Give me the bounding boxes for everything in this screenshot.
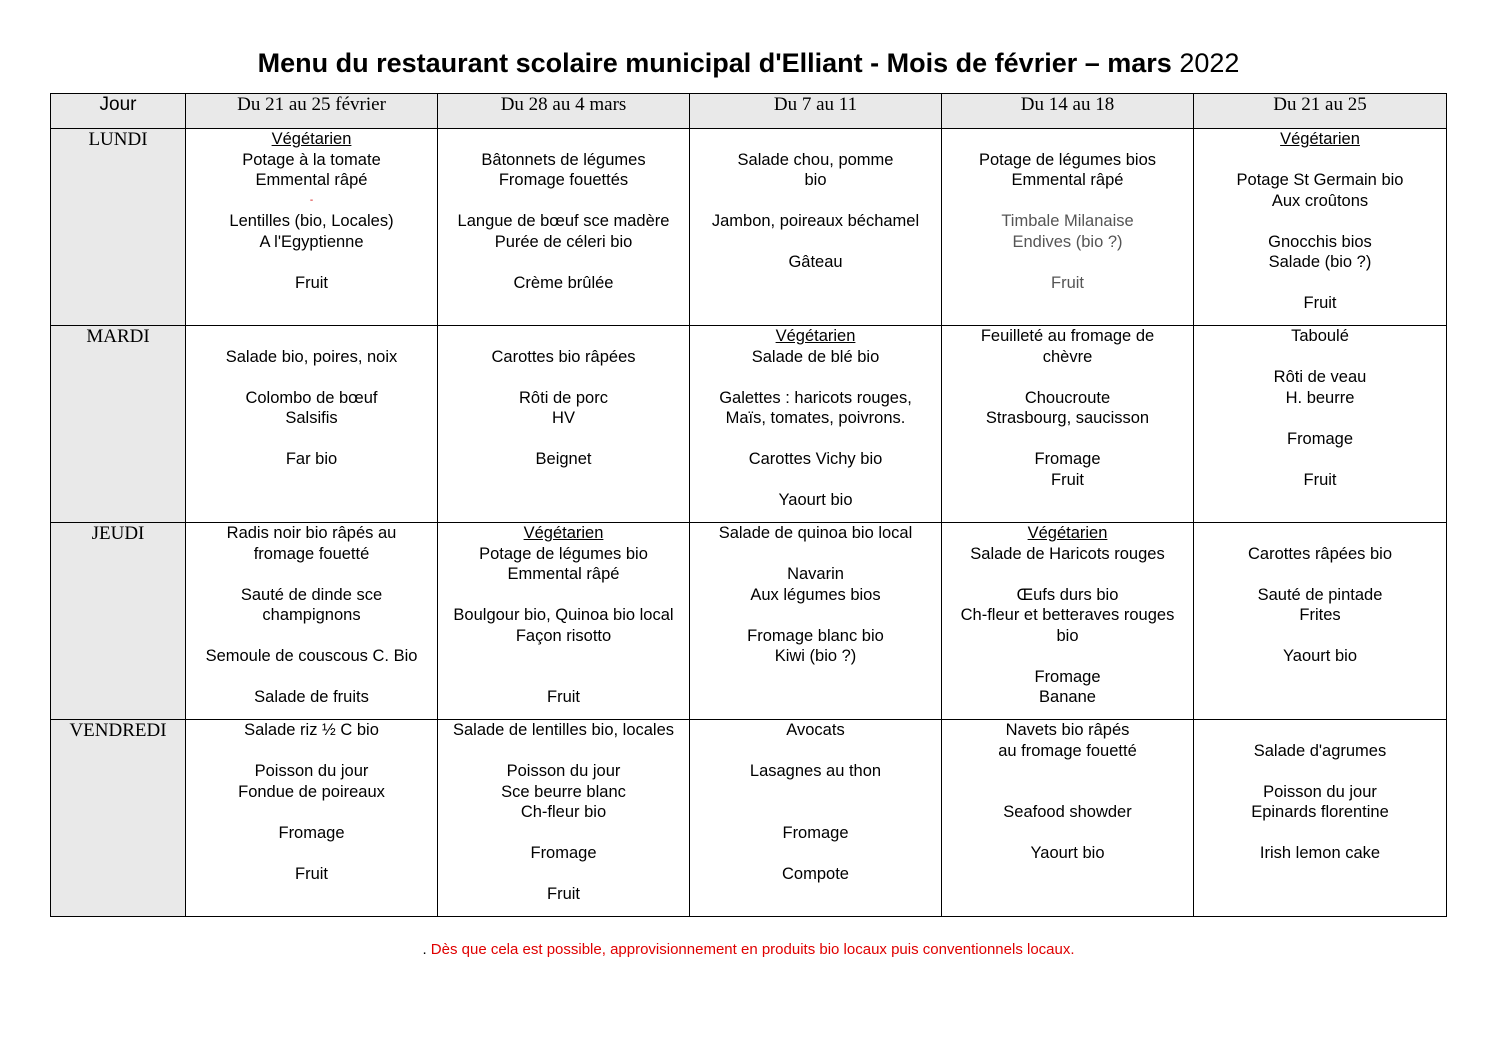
menu-item: [1194, 273, 1446, 294]
menu-cell: [1194, 326, 1447, 523]
menu-item: Aux croûtons: [1271, 191, 1369, 210]
menu-item: [438, 741, 689, 762]
menu-item: Feuilleté au fromage de: [980, 327, 1155, 345]
menu-item: [690, 605, 941, 626]
menu-item: [1194, 823, 1446, 844]
menu-item: Sce beurre blanc: [501, 782, 626, 801]
menu-item: Navarin: [787, 565, 844, 583]
menu-item: Poisson du jour: [254, 762, 369, 780]
footnote-text: Dès que cela est possible, approvisionnement en produits bio locaux puis conventionnels locaux.: [430, 941, 1075, 958]
menu-item: Salade riz ½ C bio: [244, 721, 379, 739]
menu-item: Salade de Haricots rouges: [970, 544, 1165, 563]
menu-item: Gnocchis bios: [1268, 232, 1372, 251]
vegetarian-label: Végétarien: [523, 524, 604, 542]
menu-item: [186, 252, 437, 273]
menu-item: [1194, 523, 1446, 544]
menu-item: bio: [804, 171, 827, 189]
menu-item: [1194, 211, 1446, 232]
menu-item: [690, 129, 941, 150]
title-year: 2022: [1179, 48, 1240, 78]
menu-item: Carottes Vichy bio: [748, 450, 883, 468]
menu-item: Fruit: [1051, 273, 1084, 292]
day-label: LUNDI: [51, 129, 186, 326]
menu-item: [942, 646, 1193, 667]
menu-item: Fondue de poireaux: [238, 782, 385, 801]
menu-item: [438, 129, 689, 150]
vegetarian-label: Végétarien: [1280, 130, 1360, 148]
menu-item: [1194, 347, 1446, 368]
menu-cell: [690, 720, 942, 917]
day-label: MARDI: [51, 326, 186, 523]
menu-item: Jambon, poireaux béchamel: [711, 212, 920, 230]
menu-item: Seafood showder: [1003, 803, 1132, 821]
menu-item: Semoule de couscous C. Bio: [205, 647, 418, 665]
menu-item: [186, 564, 437, 585]
menu-item: Poisson du jour: [506, 762, 621, 780]
header-row: [51, 94, 1447, 129]
title-text: Menu du restaurant scolaire municipal d'Elliant - Mois de février – mars: [257, 48, 1172, 78]
menu-item: Beignet: [535, 450, 592, 468]
menu-item: [438, 585, 689, 606]
menu-item: au fromage fouetté: [998, 741, 1137, 760]
day-row-mardi: [51, 326, 1447, 523]
menu-item: [438, 367, 689, 388]
vegetarian-label: Végétarien: [1027, 524, 1108, 542]
menu-item: Kiwi (bio ?): [774, 647, 857, 665]
menu-item: [942, 429, 1193, 450]
menu-item: [186, 429, 437, 450]
header-jour: Jour: [51, 94, 186, 129]
menu-cell: [1194, 720, 1447, 917]
menu-item: HV: [552, 409, 575, 427]
menu-item: Lasagnes au thon: [749, 762, 882, 780]
menu-cell: [690, 129, 942, 326]
vegetarian-label: Végétarien: [775, 327, 856, 345]
menu-item: [438, 823, 689, 844]
menu-item: Galettes : haricots rouges,: [719, 388, 912, 407]
menu-item: Fromage: [278, 823, 345, 842]
menu-item: Avocats: [786, 721, 845, 739]
menu-cell: [438, 523, 690, 720]
menu-item: [1194, 408, 1446, 429]
menu-item: Salade d'agrumes: [1253, 741, 1387, 760]
menu-item: [438, 646, 689, 667]
menu-cell: [186, 720, 438, 917]
menu-item: Rôti de veau: [1273, 368, 1367, 386]
menu-item: [690, 782, 941, 803]
menu-item: A l'Egyptienne: [259, 232, 364, 251]
menu-item: [1194, 449, 1446, 470]
menu-cell: [186, 129, 438, 326]
menu-item: H. beurre: [1285, 388, 1355, 407]
menu-item: Fruit: [547, 688, 580, 706]
menu-item: Poisson du jour: [1263, 782, 1377, 801]
menu-item: Choucroute: [1024, 388, 1111, 407]
menu-cell: [942, 523, 1194, 720]
menu-item: [942, 191, 1193, 212]
day-label: VENDREDI: [51, 720, 186, 917]
menu-item: Potage St Germain bio: [1236, 171, 1404, 189]
menu-item: [1194, 720, 1446, 741]
menu-item: [690, 741, 941, 762]
menu-item: Colombo de bœuf: [245, 388, 378, 407]
menu-cell: [690, 326, 942, 523]
menu-item: Salade de lentilles bio, locales: [452, 721, 675, 739]
menu-item: [690, 802, 941, 823]
menu-item: [942, 367, 1193, 388]
menu-item: [1194, 761, 1446, 782]
menu-item: Taboulé: [1291, 327, 1349, 345]
menu-cell: [690, 523, 942, 720]
menu-item: Irish lemon cake: [1259, 844, 1381, 862]
menu-item: Crème brûlée: [513, 273, 614, 292]
menu-item: champignons: [262, 606, 361, 624]
menu-item: Carottes bio râpées: [491, 347, 636, 366]
menu-item: Potage à la tomate: [242, 150, 381, 169]
menu-item: Far bio: [285, 450, 338, 468]
menu-item: Œufs durs bio: [1016, 585, 1119, 604]
menu-item: Potage de légumes bios: [978, 150, 1157, 169]
menu-item: [186, 667, 437, 688]
menu-item: Fruit: [1303, 294, 1337, 312]
menu-item: [186, 367, 437, 388]
menu-item: [690, 544, 941, 565]
footnote: [0, 941, 1497, 958]
menu-item: [942, 252, 1193, 273]
menu-item: [1194, 626, 1446, 647]
menu-item: [438, 191, 689, 212]
header-week-5: Du 21 au 25: [1194, 94, 1447, 129]
menu-item: [186, 741, 437, 762]
menu-item: [438, 864, 689, 885]
vegetarian-label: Végétarien: [271, 130, 352, 148]
menu-cell: [438, 129, 690, 326]
menu-item: Salade de quinoa bio local: [718, 524, 913, 542]
menu-item: Emmental râpé: [255, 171, 368, 189]
menu-item: Ch-fleur et betteraves rouges: [960, 606, 1175, 624]
menu-item: Strasbourg, saucisson: [985, 409, 1150, 427]
menu-item: [942, 564, 1193, 585]
menu-item: Emmental râpé: [507, 565, 620, 583]
menu-item: Gâteau: [788, 253, 843, 271]
menu-body: [51, 129, 1447, 917]
menu-item: Fruit: [547, 885, 580, 903]
menu-cell: [1194, 523, 1447, 720]
menu-cell: [186, 326, 438, 523]
menu-item: Boulgour bio, Quinoa bio local: [453, 606, 674, 624]
menu-item: Salade (bio ?): [1268, 253, 1372, 271]
menu-item: Maïs, tomates, poivrons.: [725, 409, 906, 427]
menu-item: Navets bio râpés: [1005, 721, 1130, 739]
menu-item: Fromage: [1034, 450, 1101, 468]
menu-item: Yaourt bio: [778, 491, 853, 509]
menu-cell: [942, 720, 1194, 917]
menu-item: [690, 191, 941, 212]
menu-item: [942, 761, 1193, 782]
menu-item: Radis noir bio râpés au: [226, 524, 397, 542]
menu-item: [438, 252, 689, 273]
menu-item: Frites: [1299, 606, 1341, 624]
day-row-vendredi: [51, 720, 1447, 917]
menu-cell: [186, 523, 438, 720]
menu-item: fromage fouetté: [253, 544, 370, 563]
header-week-4: Du 14 au 18: [942, 94, 1194, 129]
menu-item: Fromage fouettés: [498, 171, 629, 189]
menu-item: Salade bio, poires, noix: [225, 347, 398, 366]
menu-item: Sauté de pintade: [1257, 585, 1383, 604]
menu-item: Compote: [782, 864, 849, 883]
menu-cell: [438, 720, 690, 917]
menu-item: [186, 326, 437, 347]
menu-item: chèvre: [1042, 347, 1093, 366]
menu-item: Fromage: [1286, 429, 1354, 448]
menu-item: [438, 667, 689, 688]
day-label: JEUDI: [51, 523, 186, 720]
menu-item: [186, 802, 437, 823]
menu-item: Purée de céleri bio: [494, 232, 633, 251]
menu-item: [690, 843, 941, 864]
menu-item: Fruit: [1051, 470, 1084, 489]
menu-item: Aux légumes bios: [750, 585, 881, 604]
menu-cell: [1194, 129, 1447, 326]
menu-table: [50, 93, 1447, 917]
menu-item: [1194, 564, 1446, 585]
header-week-3: Du 7 au 11: [690, 94, 942, 129]
menu-item: Epinards florentine: [1251, 803, 1389, 821]
menu-cell: [942, 326, 1194, 523]
menu-item: Sauté de dinde sce: [240, 585, 383, 604]
footnote-prefix: .: [422, 941, 427, 958]
menu-item: Yaourt bio: [1283, 647, 1357, 665]
menu-item: Fromage: [1034, 667, 1101, 686]
menu-item: [942, 782, 1193, 803]
menu-item: Emmental râpé: [1011, 171, 1124, 189]
menu-item: [186, 843, 437, 864]
menu-item: [942, 129, 1193, 150]
menu-item: Banane: [1039, 688, 1096, 706]
menu-item: Potage de légumes bio: [479, 544, 648, 563]
menu-item: [186, 626, 437, 647]
menu-item: Rôti de porc: [519, 388, 608, 407]
day-row-lundi: [51, 129, 1447, 326]
menu-cell: [438, 326, 690, 523]
menu-item: Fruit: [1303, 470, 1337, 489]
menu-item: Ch-fleur bio: [520, 803, 607, 821]
page-title: [0, 48, 1497, 79]
menu-item: Façon risotto: [515, 626, 612, 645]
menu-cell: [942, 129, 1194, 326]
menu-item: [1194, 150, 1446, 171]
header-week-2: Du 28 au 4 mars: [438, 94, 690, 129]
menu-item: Bâtonnets de légumes: [481, 150, 646, 169]
menu-item: Langue de bœuf sce madère: [457, 212, 670, 230]
menu-item: Salade de fruits: [254, 688, 369, 706]
menu-item: bio: [1056, 626, 1079, 645]
menu-item: [690, 429, 941, 450]
menu-item: [690, 232, 941, 253]
menu-item: Fromage blanc bio: [747, 626, 884, 645]
menu-item: [690, 367, 941, 388]
menu-item: [438, 326, 689, 347]
menu-item: Timbale Milanaise: [1001, 212, 1134, 230]
menu-item: Yaourt bio: [1030, 844, 1105, 862]
menu-item: Lentilles (bio, Locales): [229, 212, 394, 230]
menu-item: Fruit: [295, 273, 328, 292]
menu-item: -: [309, 194, 314, 206]
menu-item: Salade de blé bio: [751, 347, 880, 366]
menu-item: Fruit: [295, 864, 328, 883]
header-week-1: Du 21 au 25 février: [186, 94, 438, 129]
menu-item: [690, 470, 941, 491]
menu-item: Salsifis: [285, 409, 338, 427]
menu-item: Salade chou, pomme: [737, 150, 894, 169]
menu-item: [942, 823, 1193, 844]
menu-item: Fromage: [530, 844, 597, 862]
day-row-jeudi: [51, 523, 1447, 720]
menu-item: Carottes râpées bio: [1248, 544, 1392, 563]
menu-item: Endives (bio ?): [1012, 232, 1123, 251]
menu-item: [438, 429, 689, 450]
menu-item: Fromage: [782, 823, 849, 842]
